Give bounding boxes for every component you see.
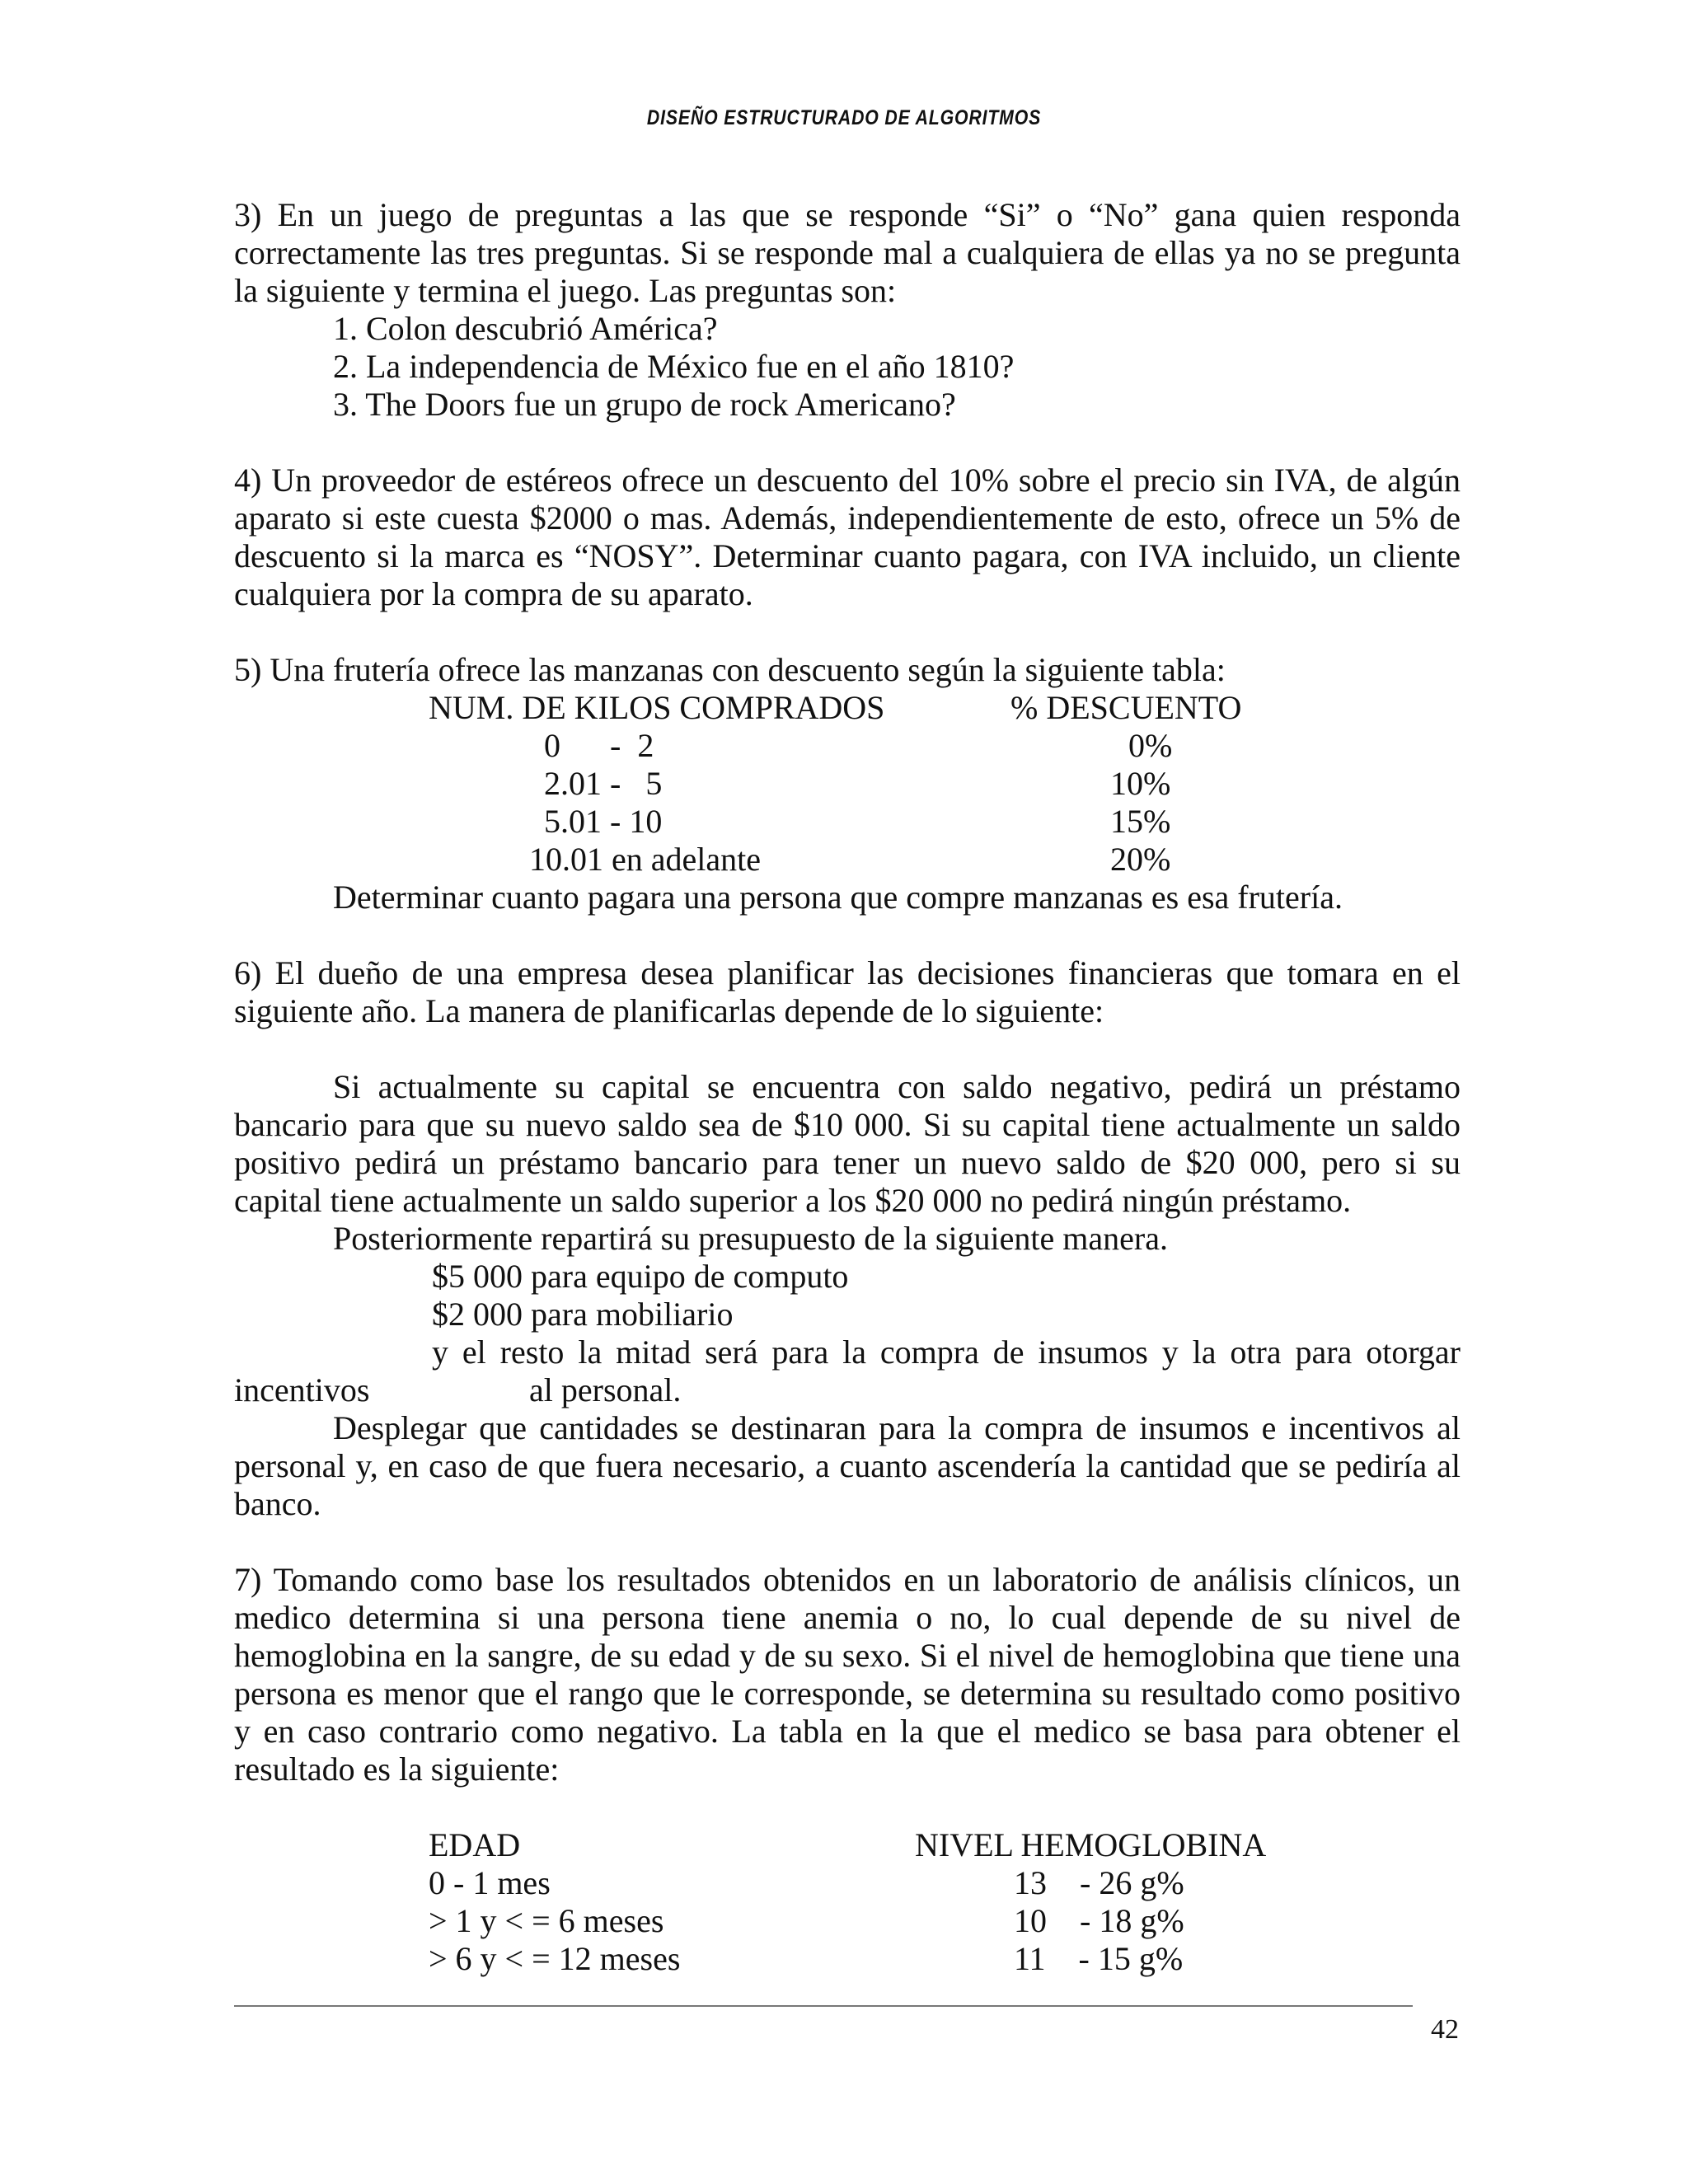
- problem-6-para-1: Si actualmente su capital se encuentra con saldo negativo, pedirá un préstamo bancario para que su nuevo saldo sea de $10 000. Si su capital tiene actualmente un saldo positivo pedirá un préstamo bancario para tener un nuevo saldo de $20 000, pero si su capital tiene actualmente un saldo superior a los $20 000 no pedirá ningún préstamo.: [234, 1068, 1461, 1219]
- spacer: [234, 1788, 1461, 1826]
- page-content: [234, 196, 1461, 1978]
- header-kilos: NUM. DE KILOS COMPRADOS: [429, 689, 885, 726]
- page-number: 42: [1431, 2014, 1459, 2045]
- budget-item-2: $2 000 para mobiliario: [432, 1296, 734, 1333]
- problem-5-text: 5) Una frutería ofrece las manzanas con descuento según la siguiente tabla:: [234, 651, 1226, 688]
- discount-value: 15%: [1110, 803, 1171, 840]
- discount-value: 20%: [1110, 841, 1171, 878]
- budget-item-3-continuation: [234, 1371, 1461, 1409]
- question-3: 3. The Doors fue un grupo de rock Americano?: [333, 386, 956, 423]
- age-range: > 1 y < = 6 meses: [429, 1902, 664, 1939]
- kilos-range: 10.01 en adelante: [529, 841, 761, 878]
- kilos-range: 5.01 - 10: [544, 803, 663, 840]
- question-2: 2. La independencia de México fue en el año 1810?: [333, 348, 1015, 385]
- footer-rule: [234, 2005, 1413, 2007]
- discount-table-header: [234, 689, 1461, 727]
- hemoglobin-range: 11 - 15 g%: [1014, 1940, 1184, 1977]
- discount-table-row: [234, 803, 1461, 841]
- hemoglobin-table-row: [234, 1940, 1461, 1978]
- running-head: DISEÑO ESTRUCTURADO DE ALGORITMOS: [646, 106, 1042, 129]
- budget-item-3-tail-b: al personal.: [529, 1371, 682, 1408]
- hemoglobin-table-row: [234, 1864, 1461, 1902]
- header-discount: % DESCUENTO: [1010, 689, 1242, 726]
- kilos-range: 2.01 - 5: [544, 765, 663, 802]
- hemoglobin-range: 10 - 18 g%: [1014, 1902, 1184, 1939]
- hemoglobin-range: 13 - 26 g%: [1014, 1864, 1184, 1901]
- spacer: [234, 1030, 1461, 1068]
- problem-6-para-3: Desplegar que cantidades se destinaran para la compra de insumos e incentivos al personal y, en caso de que fuera necesario, a cuanto ascendería la cantidad que se pediría al banco.: [234, 1409, 1461, 1522]
- question-1: 1. Colon descubrió América?: [333, 310, 718, 347]
- header-age: EDAD: [429, 1826, 521, 1863]
- problem-4-text: 4) Un proveedor de estéreos ofrece un descuento del 10% sobre el precio sin IVA, de algún aparato si este cuesta $2000 o mas. Además, independientemente de esto, ofrece un 5% de descuento si la marca es “NOSY”. Determinar cuanto pagara, con IVA incluido, un cliente cualquiera por la compra de su aparato.: [234, 462, 1461, 612]
- discount-table-row: [234, 765, 1461, 803]
- hemoglobin-table-header: [234, 1826, 1461, 1864]
- spacer: [234, 1523, 1461, 1561]
- age-range: > 6 y < = 12 meses: [429, 1940, 681, 1977]
- age-range: 0 - 1 mes: [429, 1864, 551, 1901]
- problem-3-text: 3) En un juego de preguntas a las que se responde “Si” o “No” gana quien responda correctamente las tres preguntas. Si se responde mal a cualquiera de ellas ya no se pregunta la siguiente y termina el juego. Las preguntas son:: [234, 196, 1461, 309]
- problem-5-closing: Determinar cuanto pagara una persona que compre manzanas es esa frutería.: [333, 879, 1343, 916]
- header-hemoglobin: NIVEL HEMOGLOBINA: [915, 1826, 1267, 1863]
- spacer: [234, 916, 1461, 954]
- budget-item-3: y el resto la mitad será para la compra de insumos y la otra para otorgar: [432, 1333, 1461, 1371]
- kilos-range: 0 - 2: [544, 727, 654, 764]
- problem-6-text: 6) El dueño de una empresa desea planificar las decisiones financieras que tomara en el siguiente año. La manera de planificarlas depende de lo siguiente:: [234, 954, 1461, 1029]
- discount-value: 10%: [1110, 765, 1171, 802]
- budget-item-1: $5 000 para equipo de computo: [432, 1258, 849, 1295]
- problem-6-para-2: Posteriormente repartirá su presupuesto de la siguiente manera.: [333, 1220, 1168, 1257]
- problem-7-text: 7) Tomando como base los resultados obtenidos en un laboratorio de análisis clínicos, un medico determina si una persona tiene anemia o no, lo cual depende de su nivel de hemoglobina en la sangre, de su edad y de su sexo. Si el nivel de hemoglobina que tiene una persona es menor que el rango que le corresponde, se determina su resultado como positivo y en caso contrario como negativo. La tabla en la que el medico se basa para obtener el resultado es la siguiente:: [234, 1561, 1461, 1788]
- hemoglobin-table-row: [234, 1902, 1461, 1940]
- budget-item-3-tail-a: incentivos: [234, 1371, 370, 1408]
- discount-value: 0%: [1128, 727, 1173, 764]
- spacer: [234, 613, 1461, 651]
- spacer: [234, 424, 1461, 462]
- discount-table-row: [234, 841, 1461, 879]
- discount-table-row: [234, 727, 1461, 765]
